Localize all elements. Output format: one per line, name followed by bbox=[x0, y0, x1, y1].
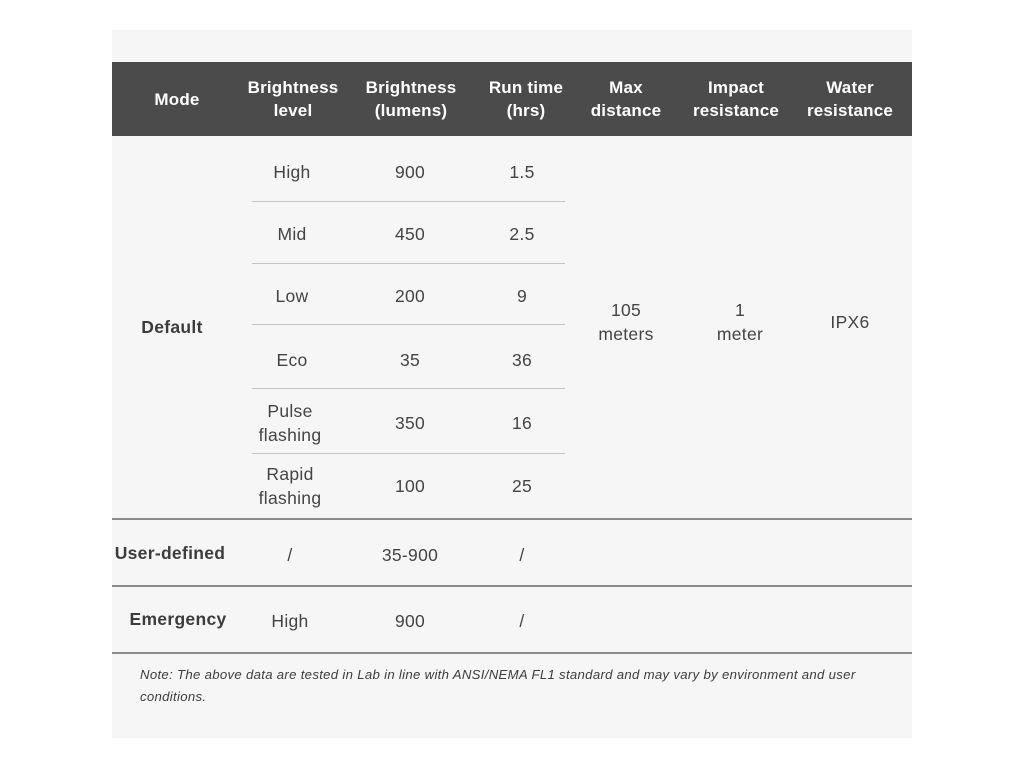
level-cell: / bbox=[287, 545, 293, 565]
lumens-cell: 35-900 bbox=[381, 545, 439, 565]
header-water-resistance: Water resistance bbox=[806, 78, 894, 120]
lumens-cell: 100 bbox=[394, 476, 426, 496]
row-divider bbox=[252, 388, 565, 389]
lumens-cell: 900 bbox=[394, 162, 426, 182]
header-brightness-lumens: Brightness (lumens) bbox=[365, 78, 457, 120]
runtime-cell: 16 bbox=[511, 413, 533, 433]
runtime-cell: 36 bbox=[511, 350, 533, 370]
max-distance-value: 105 meters bbox=[598, 300, 654, 344]
group-divider bbox=[112, 518, 912, 520]
level-cell: Low bbox=[275, 286, 309, 306]
mode-emergency: Emergency bbox=[129, 609, 227, 629]
lumens-cell: 450 bbox=[394, 224, 426, 244]
row-divider bbox=[252, 201, 565, 202]
header-max-distance: Max distance bbox=[590, 78, 662, 120]
header-run-time: Run time (hrs) bbox=[488, 78, 564, 120]
lumens-cell: 350 bbox=[394, 413, 426, 433]
group-divider bbox=[112, 585, 912, 587]
runtime-cell: 25 bbox=[511, 476, 533, 496]
mode-default: Default bbox=[141, 317, 203, 337]
runtime-cell: 1.5 bbox=[509, 162, 535, 182]
level-cell: Eco bbox=[276, 350, 308, 370]
spec-table-card bbox=[112, 30, 912, 738]
table-header bbox=[112, 62, 912, 136]
runtime-cell: 2.5 bbox=[509, 224, 535, 244]
water-resistance-value: IPX6 bbox=[830, 312, 870, 332]
lumens-cell: 35 bbox=[399, 350, 421, 370]
level-cell: Pulse flashing bbox=[258, 401, 322, 445]
runtime-cell: / bbox=[519, 545, 525, 565]
header-impact-resistance: Impact resistance bbox=[692, 78, 780, 120]
footnote: Note: The above data are tested in Lab in line with ANSI/NEMA FL1 standard and may vary by environment and user conditions. bbox=[140, 667, 856, 704]
lumens-cell: 900 bbox=[394, 611, 426, 631]
level-cell: High bbox=[273, 162, 311, 182]
level-cell: High bbox=[271, 611, 309, 631]
header-mode: Mode bbox=[154, 89, 200, 109]
row-divider bbox=[252, 453, 565, 454]
runtime-cell: 9 bbox=[516, 286, 528, 306]
group-divider bbox=[112, 652, 912, 654]
row-divider bbox=[252, 324, 565, 325]
header-brightness-level: Brightness level bbox=[247, 78, 339, 120]
level-cell: Rapid flashing bbox=[258, 464, 322, 508]
impact-resistance-value: 1 meter bbox=[716, 300, 764, 344]
row-divider bbox=[252, 263, 565, 264]
lumens-cell: 200 bbox=[394, 286, 426, 306]
level-cell: Mid bbox=[277, 224, 307, 244]
runtime-cell: / bbox=[519, 611, 525, 631]
mode-user-defined: User-defined bbox=[114, 543, 226, 563]
